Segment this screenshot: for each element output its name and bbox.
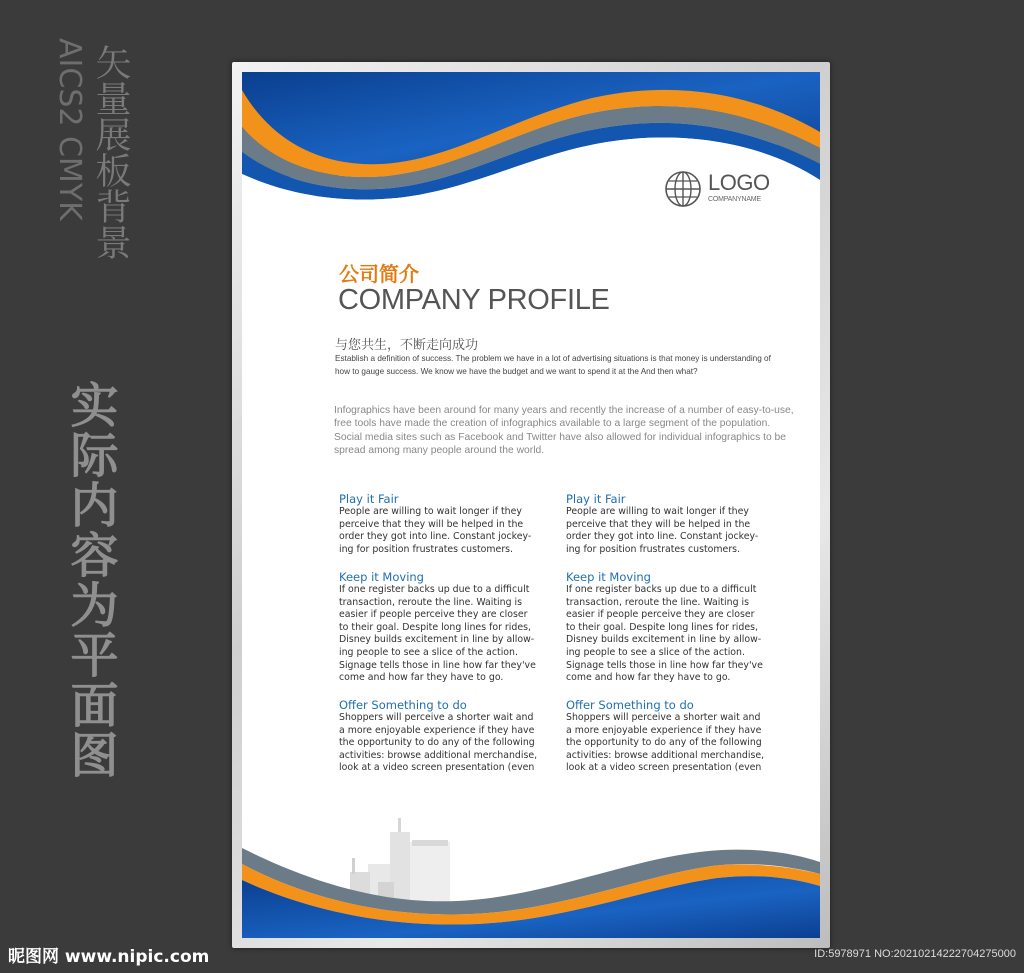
company-logo	[664, 170, 804, 210]
section-title: Keep it Moving	[566, 570, 651, 584]
globe-icon	[664, 170, 702, 208]
section-play-it-fair	[339, 492, 551, 556]
section-body: Shoppers will perceive a shorter wait and a more enjoyable experience if they have the opportunity to do any of the following activities: browse additional merchandise, look at a video screen presentation (even	[566, 712, 765, 774]
logo-text: LOGO	[708, 170, 770, 195]
section-title: Play it Fair	[339, 492, 399, 506]
top-wave-decoration	[242, 72, 820, 242]
logo-company-name: COMPANYNAME	[708, 196, 761, 203]
section-keep-it-moving	[339, 570, 551, 685]
section-title: Keep it Moving	[339, 570, 424, 584]
side-note: 实际内容为平面图	[62, 380, 118, 780]
section-body: If one register backs up due to a difficult transaction, reroute the line. Waiting is easier if people perceive they are closer to their goal. Despite long lines for rides, Disney builds excitement in line by allow- ing people to see a slice of the action. Signage tells those in line how far they've come and how far they have to go.	[566, 584, 763, 684]
watermark-id: ID:5978971 NO:20210214222704275000	[814, 948, 1016, 960]
side-title-chinese: 矢量展板背景	[90, 44, 131, 260]
section-title: Play it Fair	[566, 492, 626, 506]
section-body: People are willing to wait longer if they perceive that they will be helped in the order they got into line. Constant jockey- ing for position frustrates customers.	[339, 506, 532, 555]
section-keep-it-moving	[566, 570, 778, 685]
page-title: COMPANY PROFILE	[338, 284, 610, 316]
section-body: Shoppers will perceive a shorter wait and a more enjoyable experience if they have the opportunity to do any of the following activities: browse additional merchandise, look at a video screen presentation (even	[339, 712, 538, 774]
section-body: If one register backs up due to a difficult transaction, reroute the line. Waiting is easier if people perceive they are closer to their goal. Despite long lines for rides, Disney builds excitement in line by allow- ing people to see a slice of the action. Signage tells those in line how far they've come and how far they have to go.	[339, 584, 536, 684]
section-title: Offer Something to do	[566, 698, 694, 712]
poster-board	[242, 72, 820, 938]
slogan: 与您共生，不断走向成功	[335, 338, 479, 353]
side-title-format: AICS2 CMYK	[52, 38, 87, 221]
intro-text: Establish a definition of success. The problem we have in a lot of advertising situations is that money is understanding of how to gauge success. We know we have the budget and we want to spend it at the And then what?	[335, 354, 771, 376]
section-body: People are willing to wait longer if they perceive that they will be helped in the order they got into line. Constant jockey- ing for position frustrates customers.	[566, 506, 759, 555]
bottom-wave-decoration	[242, 848, 820, 938]
section-title: Offer Something to do	[339, 698, 467, 712]
title-chinese: 公司简介	[339, 262, 419, 286]
section-offer-something	[339, 698, 551, 775]
section-play-it-fair	[566, 492, 778, 556]
section-offer-something	[566, 698, 778, 775]
watermark-site: 昵图网 www.nipic.com	[8, 947, 210, 967]
body-paragraph: Infographics have been around for many years and recently the increase of a number of easy-to-use, free tools have made the creation of infographics available to a large segment of the population. Social media sites such as Facebook and Twitter have also allowed for individual infographics to be spread among many people around the world.	[334, 405, 794, 456]
